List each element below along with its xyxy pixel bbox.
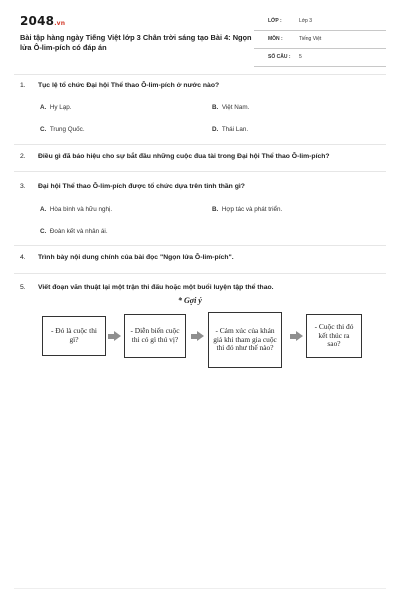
meta-key: LỚP : [268,18,282,24]
divider [14,144,386,145]
answer-option[interactable] [40,206,112,213]
meta-value: 5 [299,54,302,60]
question-number: 1. [20,82,26,89]
logo-text: 2048 [20,14,55,28]
option-letter: C. [40,126,47,133]
answer-option[interactable] [212,206,282,213]
meta-value: Tiếng Việt [299,36,322,42]
question-number: 5. [20,284,26,291]
divider [14,171,386,172]
document-title: Bài tập hàng ngày Tiếng Việt lớp 3 Chân trời sáng tạo Bài 4: Ngọn lửa Ô-lim-pích có đáp án [20,33,252,52]
option-letter: C. [40,228,47,235]
hint-step-box: - Cuộc thi đó kết thúc ra sao? [306,314,362,358]
option-text: Hợp tác và phát triển. [221,206,283,213]
option-letter: B. [212,206,219,213]
option-text: Hy Lạp. [49,104,72,111]
divider [14,273,386,274]
logo-suffix: .vn [54,20,66,27]
question-text: Đại hội Thể thao Ô-lim-pích được tổ chức dựa trên tinh thần gì? [38,183,245,190]
hint-step-box: - Đó là cuộc thi gì? [42,316,106,356]
option-letter: D. [212,126,219,133]
divider [14,245,386,246]
meta-table [254,13,386,67]
question-number: 4. [20,254,26,261]
option-text: Hòa bình và hữu nghị. [49,206,113,213]
meta-value: Lớp 3 [299,18,313,24]
option-letter: B. [212,104,219,111]
answer-option[interactable] [40,228,108,235]
question-number: 3. [20,183,26,190]
question-text: Điều gì đã báo hiệu cho sự bắt đầu những cuộc đua tài trong Đại hội Thể thao Ô-lim-pích? [38,153,330,160]
divider [14,74,386,75]
meta-row-class [254,13,386,31]
site-logo[interactable] [20,14,65,28]
hint-label: * Gợi ý [178,296,202,305]
meta-key: MÔN : [268,36,283,42]
option-letter: A. [40,206,47,213]
answer-option[interactable] [40,104,72,111]
option-text: Trung Quốc. [49,126,85,133]
option-letter: A. [40,104,47,111]
meta-row-subject [254,31,386,49]
question-text: Trình bày nội dung chính của bài đọc "Ngọn lửa Ô-lim-pích". [38,254,234,261]
meta-row-count [254,49,386,67]
option-text: Đoàn kết và nhân ái. [49,228,108,235]
worksheet-header [14,8,386,70]
question-text: Tục lệ tổ chức Đại hội Thể thao Ô-lim-pích ở nước nào? [38,82,220,89]
question-number: 2. [20,153,26,160]
answer-option[interactable] [212,104,249,111]
answer-option[interactable] [212,126,248,133]
page-bottom-line [14,588,386,589]
option-text: Việt Nam. [221,104,250,111]
hint-step-box: - Cảm xúc của khán giả khi tham gia cuộc thi đó như thế nào? [208,312,282,368]
answer-option[interactable] [40,126,85,133]
meta-key: SỐ CÂU : [268,54,291,60]
hint-step-box: - Diễn biến cuộc thi có gì thú vị? [124,314,186,358]
option-text: Thái Lan. [221,126,249,133]
question-text: Viết đoạn văn thuật lại một trận thi đấu hoặc một buổi luyện tập thể thao. [38,284,274,291]
